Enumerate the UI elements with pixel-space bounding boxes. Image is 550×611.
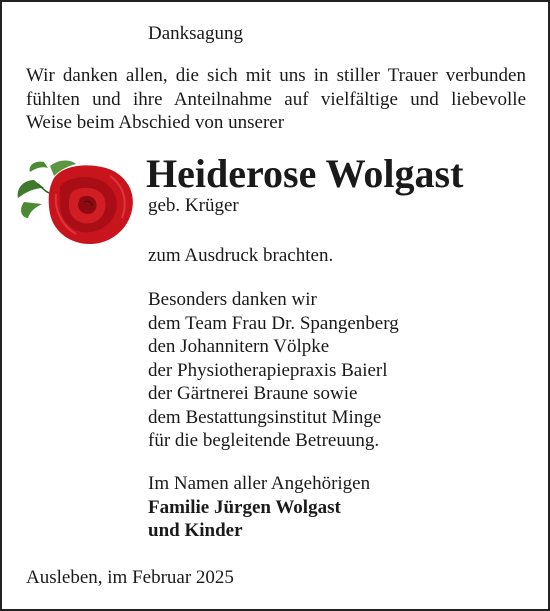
signature-intro: Im Namen aller Angehörigen — [148, 473, 371, 494]
intro-line: Wir danken allen, die sich mit uns in stiller Trauer verbunden — [26, 65, 526, 86]
thanks-line: den Johannitern Völpke — [148, 336, 330, 357]
notice-heading: Danksagung — [148, 23, 243, 44]
intro-text — [26, 64, 526, 135]
thanks-line: dem Bestattungsinstitut Minge — [148, 406, 382, 428]
signature-block — [148, 472, 370, 543]
thanks-line: der Physiotherapiepraxis Baierl — [148, 359, 388, 381]
intro-line: fühlten und ihre Anteilnahme auf vielfältige und liebevolle — [26, 88, 526, 110]
signature-children: und Kinder — [148, 520, 243, 541]
rose-icon — [14, 154, 138, 246]
thanks-line: für die begleitende Betreuung. — [148, 430, 380, 451]
thanks-line: der Gärtnerei Braune sowie — [148, 383, 358, 404]
thanks-line: dem Team Frau Dr. Spangenberg — [148, 312, 399, 334]
thanks-list — [148, 288, 399, 453]
expression-text: zum Ausdruck brachten. — [148, 245, 334, 266]
intro-line: Weise beim Abschied von unserer — [26, 112, 285, 133]
place-date: Ausleben, im Februar 2025 — [26, 567, 234, 588]
birth-name: geb. Krüger — [148, 195, 239, 216]
thanks-line: Besonders danken wir — [148, 289, 317, 310]
deceased-name: Heiderose Wolgast — [146, 151, 464, 196]
signature-family: Familie Jürgen Wolgast — [148, 496, 341, 518]
